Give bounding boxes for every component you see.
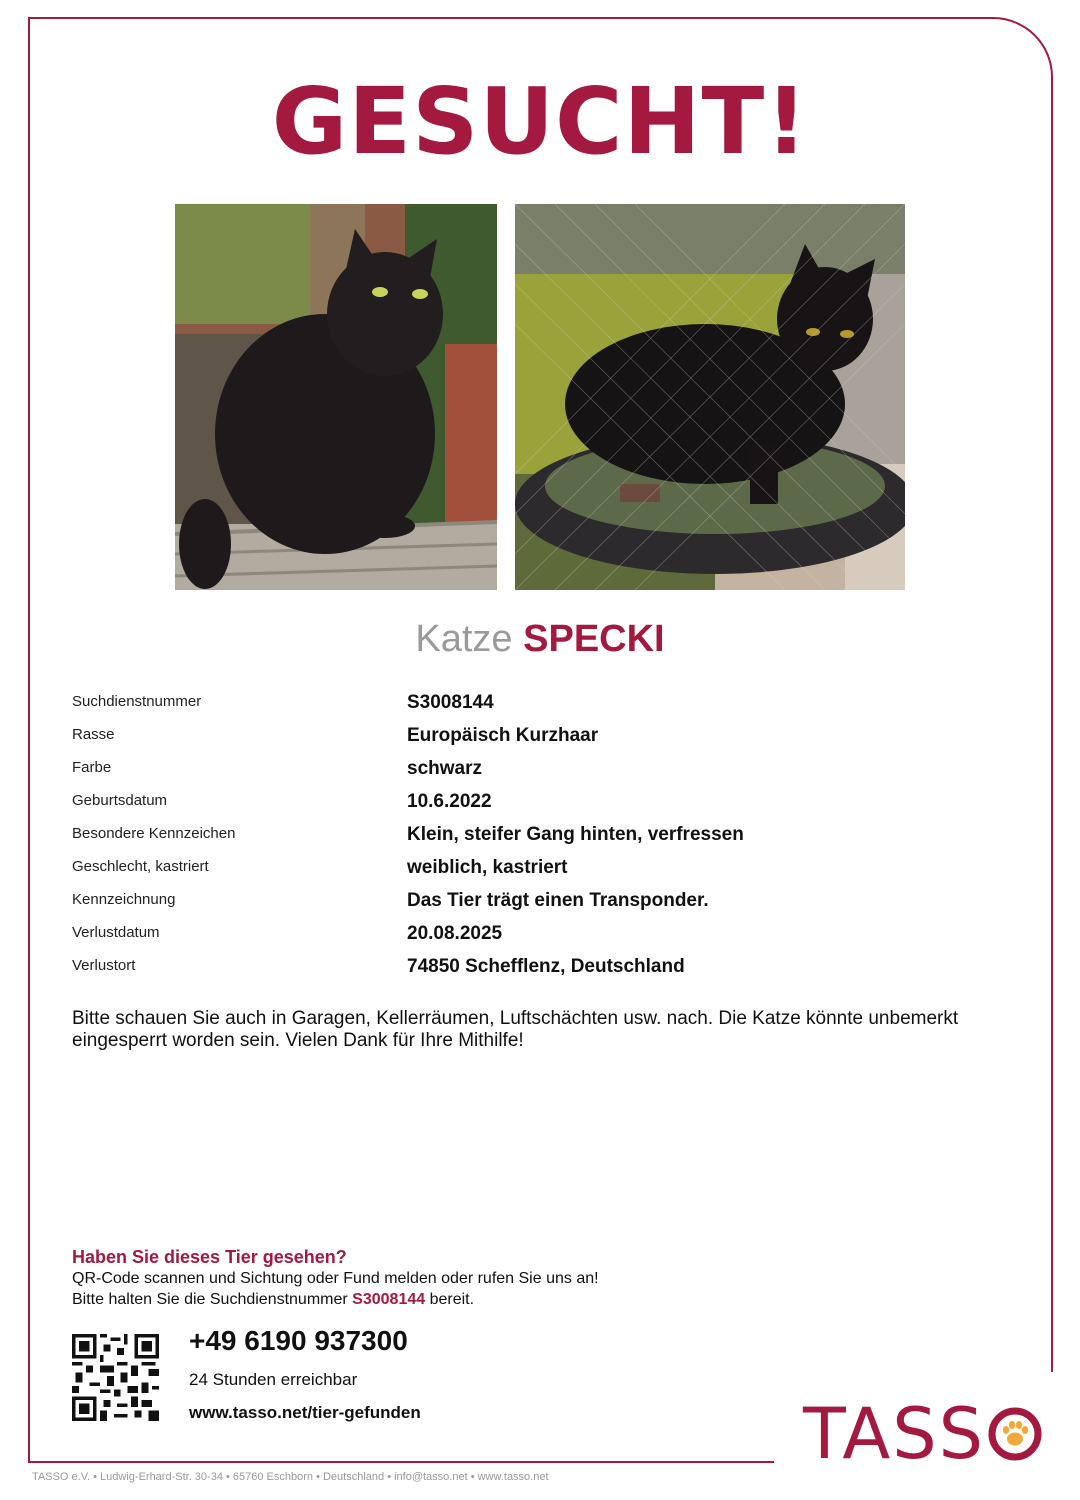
details-value: S3008144 — [407, 692, 494, 713]
sighting-reference — [72, 1289, 972, 1310]
footer-address: TASSO e.V. • Ludwig-Erhard-Str. 30-34 • 65760 Eschborn • Deutschland • info@tasso.net • www.tasso.net — [32, 1471, 549, 1483]
sighting-instruction: QR-Code scannen und Sichtung oder Fund melden oder rufen Sie uns an! — [72, 1270, 599, 1287]
poster-frame-bottom — [28, 1461, 774, 1463]
phone-number[interactable]: +49 6190 937300 — [189, 1325, 408, 1356]
details-value: 10.6.2022 — [407, 791, 492, 812]
details-value: Das Tier trägt einen Transponder. — [407, 890, 709, 911]
details-label: Geburtsdatum — [72, 792, 168, 809]
details-row — [72, 855, 972, 888]
details-value: schwarz — [407, 758, 482, 779]
details-row — [72, 921, 972, 954]
availability-text: 24 Stunden erreichbar — [189, 1370, 358, 1389]
tasso-logo — [803, 1395, 1043, 1473]
details-row — [72, 723, 972, 756]
cat-photo-sitting — [175, 204, 497, 590]
frame-gap — [1046, 1372, 1060, 1467]
details-value: 74850 Schefflenz, Deutschland — [407, 956, 685, 977]
details-label: Geschlecht, kastriert — [72, 858, 209, 875]
search-note: Bitte schauen Sie auch in Garagen, Kellerräumen, Luftschächten usw. nach. Die Katze könnte unbemerkt eingesperrt worden sein. Vielen Dank für Ihre Mithilfe! — [72, 1008, 959, 1051]
details-value: Europäisch Kurzhaar — [407, 725, 599, 746]
sighting-reference-suffix: bereit. — [429, 1291, 475, 1308]
details-value: Klein, steifer Gang hinten, verfressen — [407, 824, 744, 845]
sighting-reference-number: S3008144 — [352, 1291, 426, 1308]
details-row — [72, 888, 972, 921]
sighting-section — [72, 1246, 972, 1310]
qr-code-icon[interactable] — [72, 1334, 159, 1421]
pet-species: Katze — [415, 618, 513, 660]
details-table — [72, 690, 972, 987]
details-row — [72, 954, 972, 987]
sighting-reference-prefix: Bitte halten Sie die Suchdienstnummer — [72, 1291, 348, 1308]
details-value: 20.08.2025 — [407, 923, 503, 944]
details-label: Farbe — [72, 759, 112, 776]
details-row — [72, 756, 972, 789]
pet-title — [0, 618, 1080, 661]
details-value: weiblich, kastriert — [407, 857, 568, 878]
details-label: Suchdienstnummer — [72, 693, 202, 710]
headline: GESUCHT! — [271, 68, 809, 175]
paw-icon — [987, 1406, 1043, 1462]
website-link[interactable]: www.tasso.net/tier-gefunden — [189, 1403, 421, 1422]
details-row — [72, 690, 972, 723]
details-row — [72, 789, 972, 822]
sighting-title: Haben Sie dieses Tier gesehen? — [72, 1247, 347, 1267]
details-label: Rasse — [72, 726, 115, 743]
details-label: Kennzeichnung — [72, 891, 176, 908]
details-label: Verlustort — [72, 957, 136, 974]
details-label: Besondere Kennzeichen — [72, 825, 236, 842]
cat-photo-tyre — [515, 204, 905, 590]
details-row — [72, 822, 972, 855]
logo-text: TASS — [803, 1393, 986, 1475]
pet-name: SPECKI — [523, 618, 665, 660]
details-label: Verlustdatum — [72, 924, 160, 941]
